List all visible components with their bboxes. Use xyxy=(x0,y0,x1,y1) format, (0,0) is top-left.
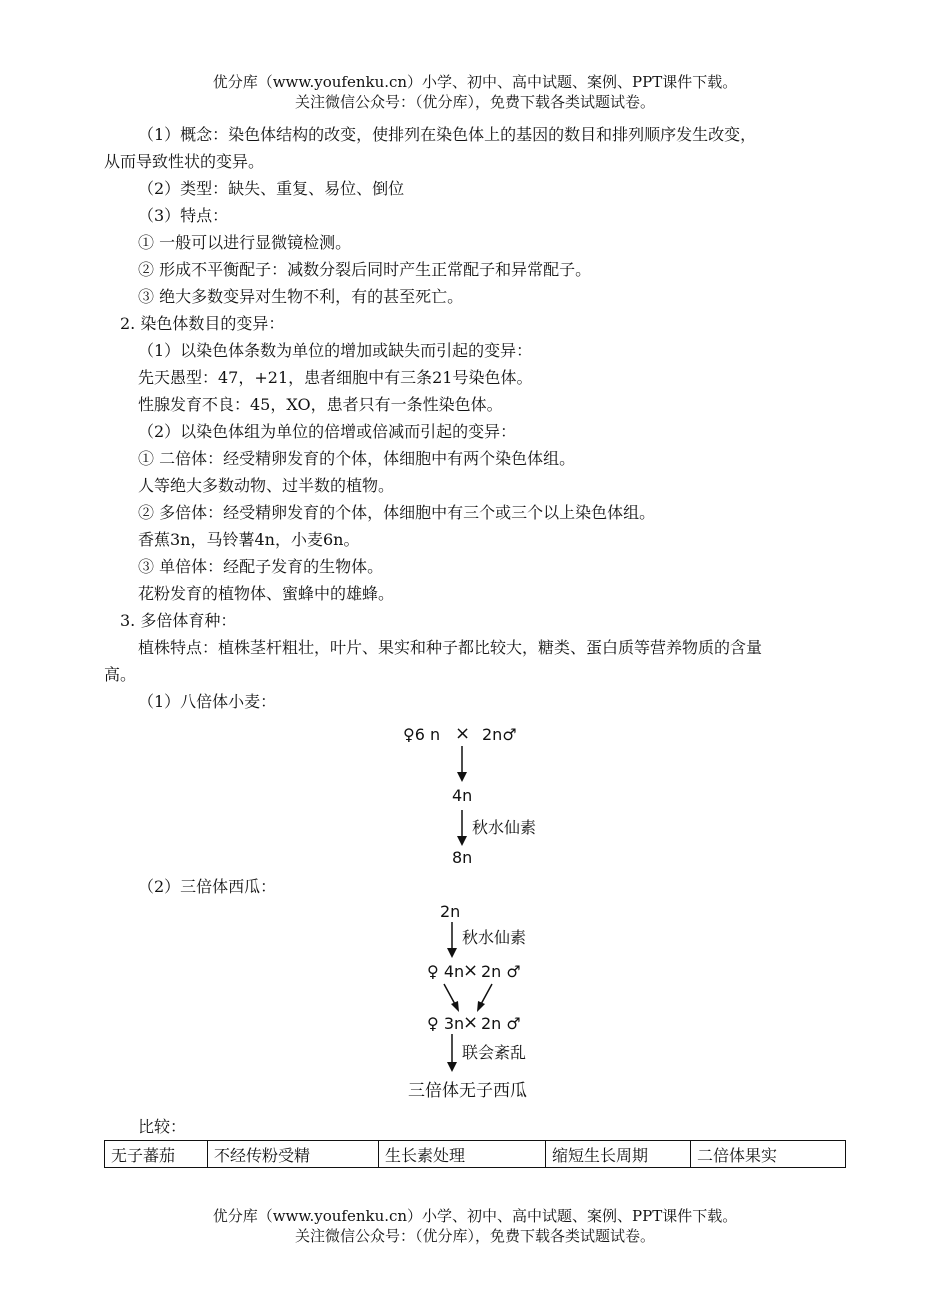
female-symbol: ♀ xyxy=(427,962,439,981)
down-syndrome-line: 先天愚型：47，+21，患者细胞中有三条21号染色体。 xyxy=(138,368,533,387)
table-row xyxy=(105,1141,846,1168)
melon-p1-female-value: 4n xyxy=(443,962,465,981)
wheat-male-value: 2n xyxy=(482,725,503,744)
types-line: （2）类型：缺失、重复、易位、倒位 xyxy=(138,179,405,198)
compare-label: 比较： xyxy=(138,1117,187,1136)
diploid-example: 人等绝大多数动物、过半数的植物。 xyxy=(138,476,395,495)
seedless-watermelon-label: 三倍体无子西瓜 xyxy=(408,1081,527,1101)
wheat-female-value: 6 n xyxy=(414,725,441,744)
down-arrow xyxy=(452,744,472,784)
male-symbol: ♂ xyxy=(506,962,521,981)
synapsis-disorder-label: 联会紊乱 xyxy=(462,1043,527,1062)
haploid-example: 花粉发育的植物体、蜜蜂中的雄蜂。 xyxy=(138,584,395,603)
table-cell: 无子蕃茄 xyxy=(105,1141,208,1168)
table-cell: 不经传粉受精 xyxy=(208,1141,379,1168)
section-3-title: 3. 多倍体育种： xyxy=(120,611,237,630)
colchicine-label: 秋水仙素 xyxy=(462,928,527,947)
melon-p2-male xyxy=(481,1014,521,1033)
plant-features-line-1: 植株特点：植株茎杆粗壮，叶片、果实和种子都比较大，糖类、蛋白质等营养物质的含量 xyxy=(138,638,763,657)
feature-item-3: ③ 绝大多数变异对生物不利，有的甚至死亡。 xyxy=(138,287,464,306)
cross-symbol: × xyxy=(455,723,471,744)
female-symbol: ♀ xyxy=(427,1014,439,1033)
comparison-table xyxy=(104,1140,846,1168)
table-cell: 生长素处理 xyxy=(379,1141,546,1168)
colchicine-label: 秋水仙素 xyxy=(472,818,537,837)
cross-symbol: × xyxy=(463,960,479,981)
cross-symbol: × xyxy=(463,1012,479,1033)
down-arrow xyxy=(452,808,472,848)
melon-p2-female xyxy=(427,1014,464,1033)
melon-p2-female-value: 3n xyxy=(443,1014,465,1033)
melon-start: 2n xyxy=(440,902,461,921)
subsection-2-1: （1）以染色体条数为单位的增加或缺失而引起的变异： xyxy=(138,341,533,360)
haploid-line: ③ 单倍体：经配子发育的生物体。 xyxy=(138,557,384,576)
male-symbol: ♂ xyxy=(506,1014,521,1033)
plant-features-line-2: 高。 xyxy=(104,665,137,684)
down-arrow xyxy=(442,920,462,960)
melon-title: （2）三倍体西瓜： xyxy=(138,877,277,896)
subsection-2-2: （2）以染色体组为单位的倍增或倍减而引起的变异： xyxy=(138,422,517,441)
diploid-line: ① 二倍体：经受精卵发育的个体，体细胞中有两个染色体组。 xyxy=(138,449,576,468)
wheat-male-parent xyxy=(482,725,517,744)
down-arrow xyxy=(442,1032,462,1074)
page-header-line-1: 优分库（www.youfenku.cn）小学、初中、高中试题、案例、PPT课件下载。 xyxy=(212,73,738,91)
page-footer-line-1: 优分库（www.youfenku.cn）小学、初中、高中试题、案例、PPT课件下载。 xyxy=(212,1207,738,1225)
melon-p2-male-value: 2n xyxy=(481,1014,502,1033)
wheat-title: （1）八倍体小麦： xyxy=(138,692,277,711)
female-symbol: ♀ xyxy=(403,725,415,744)
section-2-title: 2. 染色体数目的变异： xyxy=(120,314,285,333)
polyploid-example: 香蕉3n，马铃薯4n，小麦6n。 xyxy=(138,530,360,549)
features-heading: （3）特点： xyxy=(138,206,229,225)
male-symbol: ♂ xyxy=(502,725,517,744)
table-cell: 缩短生长周期 xyxy=(546,1141,691,1168)
concept-line-1: （1）概念：染色体结构的改变，使排列在染色体上的基因的数目和排列顺序发生改变， xyxy=(138,125,757,144)
polyploid-line: ② 多倍体：经受精卵发育的个体，体细胞中有三个或三个以上染色体组。 xyxy=(138,503,656,522)
melon-p1-male xyxy=(481,962,521,981)
page-header-line-2: 关注微信公众号：（优分库），免费下载各类试题试卷。 xyxy=(294,93,655,111)
feature-item-2: ② 形成不平衡配子：减数分裂后同时产生正常配子和异常配子。 xyxy=(138,260,592,279)
concept-line-2: 从而导致性状的变异。 xyxy=(104,152,265,171)
page-footer-line-2: 关注微信公众号：（优分库），免费下载各类试题试卷。 xyxy=(294,1227,655,1245)
feature-item-1: ① 一般可以进行显微镜检测。 xyxy=(138,233,352,252)
melon-p1-female xyxy=(427,962,464,981)
wheat-step-2: 8n xyxy=(452,848,473,867)
wheat-female-parent xyxy=(403,725,440,744)
melon-p1-male-value: 2n xyxy=(481,962,502,981)
turner-syndrome-line: 性腺发育不良：45，XO，患者只有一条性染色体。 xyxy=(138,395,503,414)
converging-arrows xyxy=(438,982,498,1014)
table-cell: 二倍体果实 xyxy=(691,1141,846,1168)
wheat-step-1: 4n xyxy=(452,786,473,805)
